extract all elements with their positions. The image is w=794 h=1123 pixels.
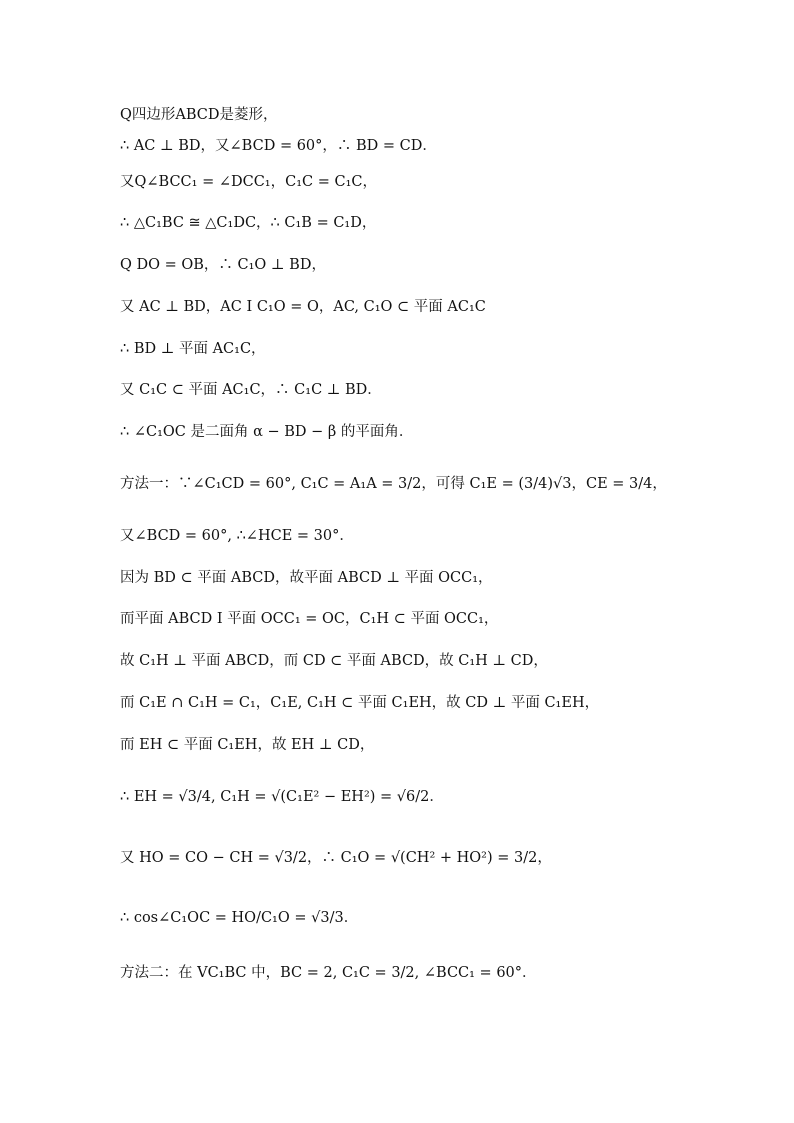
text-line: ∴ BD ⊥ 平面 AC₁C， xyxy=(120,341,266,357)
text-line: 又Q∠BCC₁ = ∠DCC₁，C₁C = C₁C， xyxy=(120,174,377,190)
text-line: ∴ cos∠C₁OC = HO/C₁O = √3/3． xyxy=(120,910,359,926)
text-line: 又 HO = CO − CH = √3/2，∴ C₁O = √(CH² + HO²) = 3/2， xyxy=(120,850,552,866)
text-line: ∴ AC ⊥ BD，又∠BCD = 60°，∴ BD = CD． xyxy=(120,138,437,154)
text-line: 又 C₁C ⊂ 平面 AC₁C，∴ C₁C ⊥ BD． xyxy=(120,382,382,398)
text-line: 而 C₁E ∩ C₁H = C₁，C₁E, C₁H ⊂ 平面 C₁EH，故 CD ⊥ 平面 C₁EH， xyxy=(120,695,600,711)
text-line: 而 EH ⊂ 平面 C₁EH，故 EH ⊥ CD， xyxy=(120,737,375,753)
text-line: 而平面 ABCD I 平面 OCC₁ = OC，C₁H ⊂ 平面 OCC₁， xyxy=(120,611,499,627)
text-line: 方法二：在 VC₁BC 中，BC = 2, C₁C = 3/2, ∠BCC₁ = 60°． xyxy=(120,965,537,981)
text-line: ∴ ∠C₁OC 是二面角 α − BD − β 的平面角． xyxy=(120,424,414,440)
text-line: Q四边形ABCD是菱形， xyxy=(120,107,278,123)
text-line: 方法一：∵∠C₁CD = 60°, C₁C = A₁A = 3/2，可得 C₁E = (3/4)√3，CE = 3/4， xyxy=(120,476,667,492)
text-line: ∴ EH = √3/4, C₁H = √(C₁E² − EH²) = √6/2． xyxy=(120,789,444,805)
text-line: 故 C₁H ⊥ 平面 ABCD，而 CD ⊂ 平面 ABCD，故 C₁H ⊥ CD， xyxy=(120,653,548,669)
text-line: Q DO = OB，∴ C₁O ⊥ BD， xyxy=(120,257,326,273)
text-line: 又 AC ⊥ BD，AC I C₁O = O，AC, C₁O ⊂ 平面 AC₁C xyxy=(120,299,486,315)
text-line: 又∠BCD = 60°, ∴∠HCE = 30°． xyxy=(120,528,354,544)
text-line: ∴ △C₁BC ≅ △C₁DC，∴ C₁B = C₁D， xyxy=(120,215,377,231)
text-line: 因为 BD ⊂ 平面 ABCD，故平面 ABCD ⊥ 平面 OCC₁， xyxy=(120,570,493,586)
